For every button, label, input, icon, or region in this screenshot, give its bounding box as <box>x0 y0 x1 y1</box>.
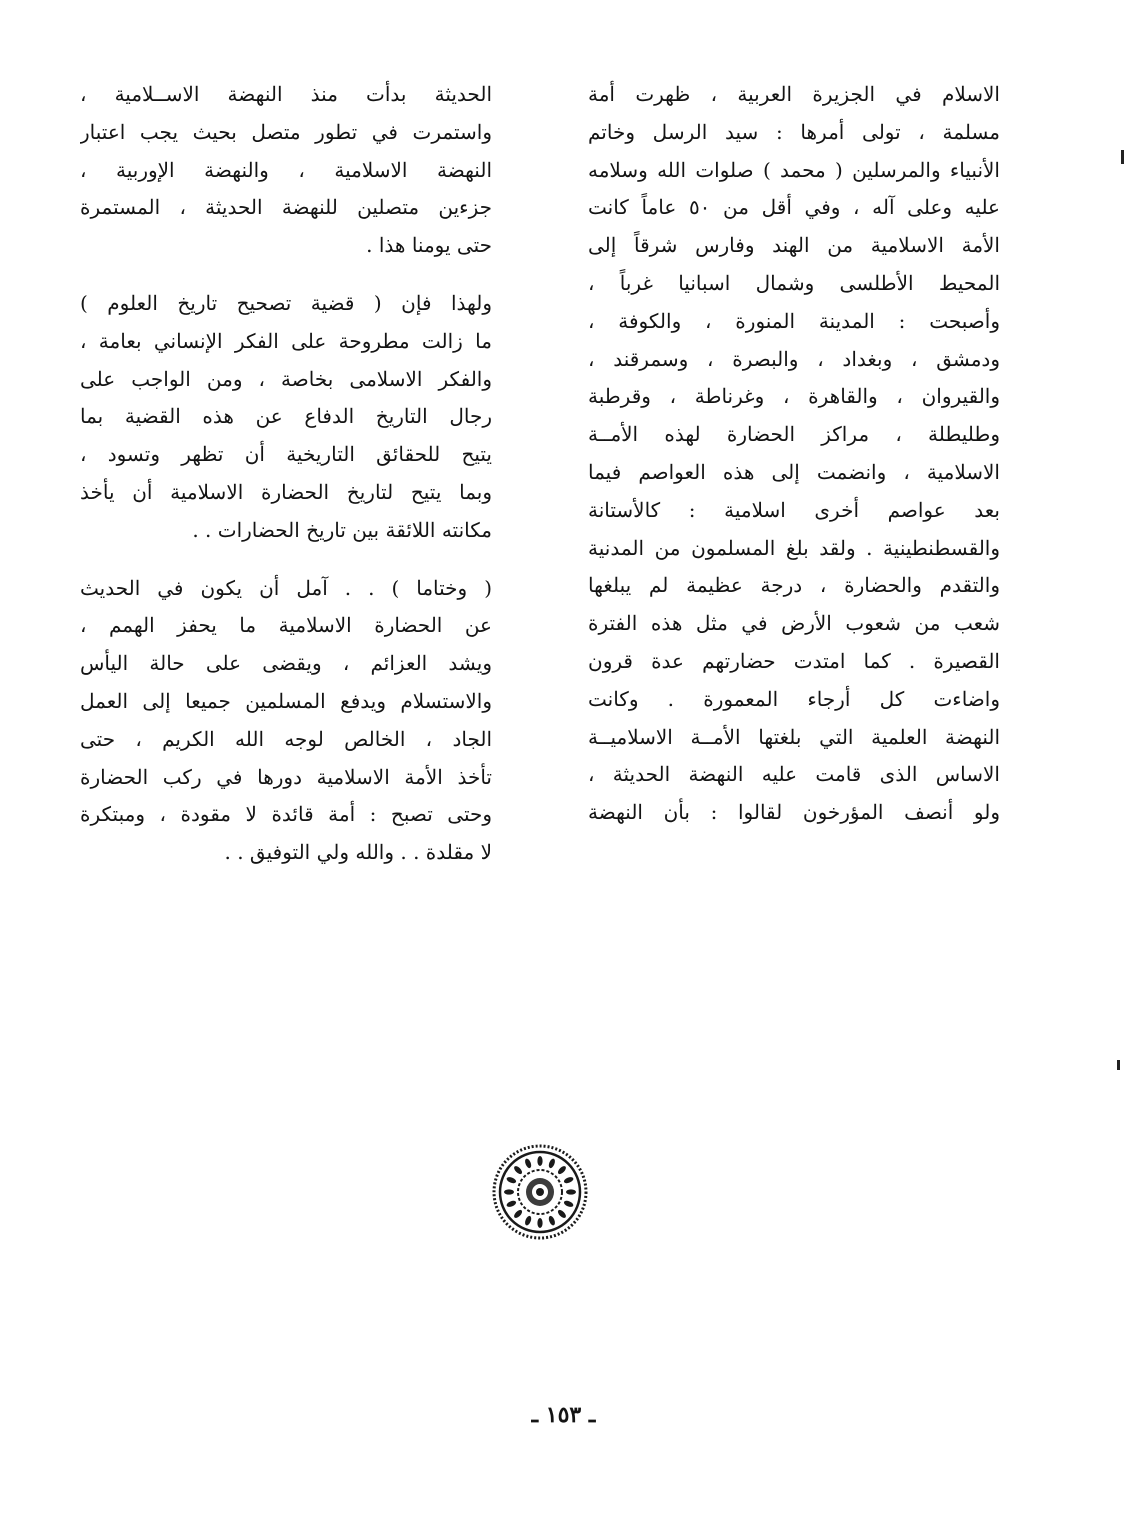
medallion-petal <box>557 1209 568 1220</box>
arabesque-medallion-icon <box>490 1142 590 1242</box>
text-line: مسلمة ، تولى أمرها : سيد الرسل وخاتم <box>588 119 1000 144</box>
medallion-petal <box>537 1218 542 1228</box>
text-line: الحديثة بدأت منذ النهضة الاســلامية ، <box>80 82 492 106</box>
medallion-petal <box>557 1165 568 1176</box>
text-line: واستمرت في تطور متصل بحيث يجب اعتبار <box>80 119 492 144</box>
medallion-petal <box>513 1165 524 1176</box>
paragraph <box>80 570 492 872</box>
paragraph <box>80 285 492 550</box>
text-line: الاسلامية ، وانضمت إلى هذه العواصم فيما <box>588 459 1000 484</box>
text-line: شعب من شعوب الأرض في مثل هذه الفترة <box>588 611 1000 636</box>
text-line: تأخذ الأمة الاسلامية دورها في ركب الحضارة <box>80 764 492 789</box>
text-line: الاساس الذى قامت عليه النهضة الحديثة ، <box>588 762 1000 787</box>
text-line: والقيروان ، والقاهرة ، وغرناطة ، وقرطبة <box>588 384 1000 409</box>
text-line: والاستسلام ويدفع المسلمين جميعا إلى العمل <box>80 688 492 713</box>
text-line: القصيرة . كما امتدت حضارتهم عدة قرون <box>588 648 1000 673</box>
paragraph <box>80 76 492 265</box>
text-line: يتيح للحقائق التاريخية أن تظهر وتسود ، <box>80 442 492 467</box>
text-line: والقسطنطينية . ولقد بلغ المسلمون من المدنية <box>588 535 1000 560</box>
text-line: الاسلام في الجزيرة العربية ، ظهرت أمة <box>588 82 1000 106</box>
text-line: الجاد ، الخالص لوجه الله الكريم ، حتى <box>80 726 492 751</box>
text-line: الأمة الاسلامية من الهند وفارس شرقاً إلى <box>588 233 1000 258</box>
paragraph-gap <box>80 550 492 570</box>
text-line: حتى يومنا هذا . <box>366 233 492 258</box>
medallion-graphic <box>490 1142 590 1242</box>
text-line: واضاءت كل أرجاء المعمورة . وكانت <box>588 686 1000 711</box>
text-line: وحتى تصبح : أمة قائدة لا مقودة ، ومبتكرة <box>80 802 492 827</box>
text-line: وبما يتيح لتاريخ الحضارة الاسلامية أن يأخذ <box>80 479 492 504</box>
edge-mark <box>1117 1060 1120 1070</box>
medallion-petal <box>548 1215 557 1226</box>
text-line: ولو أنصف المؤرخون لقالوا : بأن النهضة <box>588 800 1000 825</box>
text-line: عليه وعلى آله ، وفي أقل من ٥٠ عاماً كانت <box>588 195 1000 220</box>
text-line: لا مقلدة . . والله ولي التوفيق . . <box>224 840 492 865</box>
text-line: وطليطلة ، مراكز الحضارة لهذه الأمــة <box>588 422 1000 447</box>
page-number: ـ ١٥٣ ـ <box>531 1402 596 1428</box>
text-line: رجال التاريخ الدفاع عن هذه القضية بما <box>80 404 492 429</box>
text-line: والتقدم والحضارة ، درجة عظيمة لم يبلغها <box>588 573 1000 598</box>
medallion-petal <box>566 1189 576 1194</box>
text-line: الأنبياء والمرسلين ( محمد ) صلوات الله وسلامه <box>588 157 1000 182</box>
medallion-petal <box>563 1200 574 1209</box>
text-line: والفكر الاسلامى بخاصة ، ومن الواجب على <box>80 366 492 391</box>
medallion-petal <box>506 1176 517 1185</box>
medallion-petal <box>524 1215 533 1226</box>
text-line: ودمشق ، وبغداد ، والبصرة ، وسمرقند ، <box>588 346 1000 371</box>
medallion-petal <box>513 1209 524 1220</box>
text-line: ( وختاما ) . . آمل أن يكون في الحديث <box>80 575 492 600</box>
text-line: وأصبحت : المدينة المنورة ، والكوفة ، <box>588 308 1000 333</box>
text-line: المحيط الأطلسى وشمال اسبانيا غرباً ، <box>588 270 1000 295</box>
text-line: عن الحضارة الاسلامية ما يحفز الهمم ، <box>80 613 492 638</box>
medallion-petal <box>548 1158 557 1169</box>
text-line: مكانته اللائقة بين تاريخ الحضارات . . <box>192 517 492 542</box>
edge-mark <box>1121 150 1124 164</box>
text-line: ما زالت مطروحة على الفكر الإنساني بعامة ، <box>80 328 492 353</box>
right-text-column <box>588 76 1000 832</box>
medallion-petal <box>537 1156 542 1166</box>
text-line: النهضة الاسلامية ، والنهضة الإوربية ، <box>80 157 492 182</box>
left-text-column <box>80 76 492 872</box>
text-line: النهضة العلمية التي بلغتها الأمــة الاسلاميــة <box>588 724 1000 749</box>
text-line: ويشد العزائم ، ويقضى على حالة اليأس <box>80 651 492 676</box>
text-line: ولهذا فإن ( قضية تصحيح تاريخ العلوم ) <box>80 290 492 315</box>
text-line: جزءين متصلين للنهضة الحديثة ، المستمرة <box>80 195 492 220</box>
medallion-petal <box>524 1158 533 1169</box>
medallion-petal <box>504 1189 514 1194</box>
medallion-petal <box>563 1176 574 1185</box>
medallion-petal <box>506 1200 517 1209</box>
text-line: بعد عواصم أخرى اسلامية : كالأستانة <box>588 497 1000 522</box>
paragraph-gap <box>80 265 492 285</box>
